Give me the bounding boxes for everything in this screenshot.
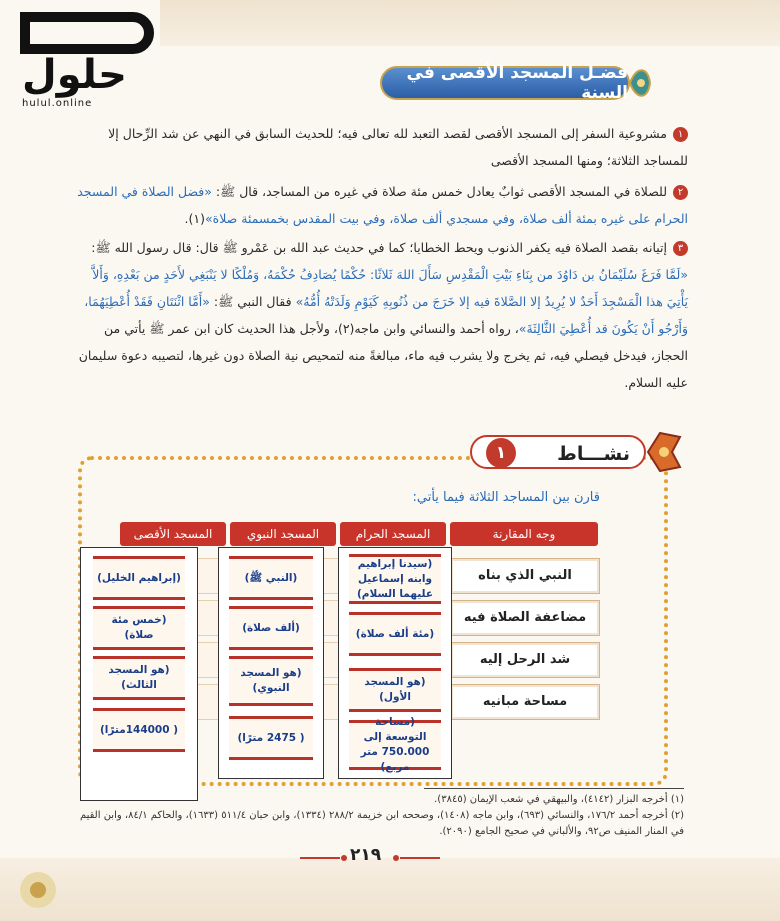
answer-cell [93,556,185,600]
answer-cell [229,606,313,650]
activity-header [460,427,682,477]
logo-text: حلول [22,52,127,98]
answer-cell [93,708,185,752]
logo-mark-icon [20,12,154,54]
answer-text: ( 2475 مترًا) [237,731,305,744]
paragraph-3 [68,234,688,396]
table-header: وجه المقارنة [450,522,598,546]
answer-text: (مساحة التوسعة إلى 750.000 متر مربع) [360,716,430,773]
answer-text: (النبي ﷺ) [244,571,298,584]
answer-text: ( 144000مترًا) [99,723,179,736]
answer-card-aqsa [80,547,198,801]
bottom-decorative-band [0,858,780,921]
top-decorative-band [160,0,780,46]
answer-text: (هو المسجد النبوي) [240,667,302,694]
paragraph-text: ، رواه أحمد والنسائي وابن ماجه(٢)، ولأجل هذا الحديث كان ابن عمر ﷺ يأتي من الحجاز، فيدخل فيصلي فيه، ثم يخرج ولا يشرب فيه ماء، مبالغةً منه لتمحيص نية الصلاة دون غيرها، لتصيبه دعوة سليمان عليه السلام. [78,321,688,390]
row-label: شد الرحل إليه [450,642,600,678]
answer-card-nabawi [218,547,324,779]
answer-text: (هو المسجد الثالث) [108,664,170,691]
answer-card-haram [338,547,452,779]
corner-ornament-icon [20,872,56,908]
hadith-quote: «فضل الصلاة في المسجد الحرام على غيره بمئة ألف صلاة، وفي مسجدي ألف صلاة، وفي بيت المقدس بخمسمئة صلاة» [77,184,688,226]
title-pill [380,63,630,103]
paragraph-1 [68,120,688,174]
answer-cell [349,668,441,712]
paragraph-2 [68,178,688,232]
activity-number: ١ [486,438,516,468]
paragraph-text: مشروعية السفر إلى المسجد الأقصى لقصد التعبد لله تعالى فيه؛ للحديث السابق في النهي عن شد الرِّحال إلا للمساجد الثلاثة؛ ومنها المسجد الأقصى [108,126,688,168]
footnote-divider [424,788,684,789]
answer-cell [93,656,185,700]
title-text: فضـل المسجد الأقصى في السنة [406,63,628,103]
activity-question: قارن بين المساجد الثلاثة فيما يأتي: [412,490,600,505]
answer-cell [229,556,313,600]
footnote-ref: (١). [184,211,206,226]
table-header: المسجد النبوي [230,522,336,546]
answer-cell [229,656,313,706]
answer-cell [93,606,185,650]
answer-cell [349,612,441,656]
hadith-quote: «لَمَّا فَرَغَ سُلَيْمَانُ بن دَاوُدَ من بِنَاءِ بَيْتِ الْمَقْدِسِ سَأَلَ اللهَ ثَلاثًا: حُكْمًا يُصَادِفُ حُكْمَهُ، وَمُلْكًا لا يَنْبَغِي لأَحَدٍ من بَعْدِهِ، وَأَلاَّ يَأْتِيَ هذا الْمَسْجِدَ أَحَدٌ لا يُرِيدُ إلا الصَّلاةَ فيه إلا خَرَجَ من ذُنُوبِهِ كَيَوْمِ وَلَدَتْهُ أُمُّهُ» [92,267,688,309]
paragraph-text: إتيانه بقصد الصلاة فيه يكفر الذنوب ويحط الخطايا؛ كما في حديث عبد الله بن عَمْرو ﷺ قال: قال رسول الله ﷺ: [91,240,667,255]
paragraph-text: للصلاة في المسجد الأقصى ثوابٌ يعادل خمس مئة صلاة في غيره من المساجد، قال ﷺ: [215,184,667,199]
section-title [380,62,650,104]
activity-pill [470,435,646,469]
bullet-number: ١ [673,127,688,142]
logo-latin: hulul.online [22,98,93,109]
answer-text: (هو المسجد الأول) [364,676,426,703]
answer-cell [349,716,441,773]
ornament-icon [626,62,652,104]
hadith-quote: «أَمَّا اثْنَتَانِ فَقَدْ أُعْطِيَهُمَا، وَأَرْجُو أَنْ يَكُونَ قد أُعْطِيَ الثَّالِثَةَ» [84,294,688,336]
answer-text: (خمس مئة صلاة) [111,614,167,641]
bullet-number: ٢ [673,185,688,200]
answer-text: (سيدنا إبراهيم وابنه إسماعيل عليهما السلام) [356,557,433,600]
watermark-logo [8,6,158,109]
row-label: النبي الذي بناه [450,558,600,594]
answer-cell [229,716,313,760]
table-header: المسجد الأقصى [120,522,226,546]
answer-text: (إبراهيم الخليل) [97,571,181,584]
ornament-icon [644,427,684,477]
activity-label: نشـــاط [557,443,630,465]
paragraph-text: فقال النبي ﷺ: [213,294,292,309]
table-header: المسجد الحرام [340,522,446,546]
page-number: ٢١٩ [350,845,382,865]
bullet-number: ٣ [673,241,688,256]
footnote: (١) أخرجه البزار (٤١٤٢)، والبيهقي في شعب الإيمان (٣٨٤٥). [434,794,684,805]
answer-cell [349,554,441,604]
answer-text: (مئة ألف صلاة) [355,627,435,640]
footnote: (٢) أخرجه أحمد ١٧٦/٢، والنسائي (٦٩٣)، وابن ماجه (١٤٠٨)، وصححه ابن خزيمة ٢٨٨/٢ (١٣٣٤)، وابن حبان ٥١١/٤ (١٦٣٣)، والحاكم ٨٤/١، وابن القيم في المنار المنيف ص٩٢، والألباني في صحيح الجامع (٢٠٩٠). [79,810,684,837]
answer-text: (ألف صلاة) [242,621,300,634]
row-label: مساحة مبانيه [450,684,600,720]
row-label: مضاعفة الصلاة فيه [450,600,600,636]
